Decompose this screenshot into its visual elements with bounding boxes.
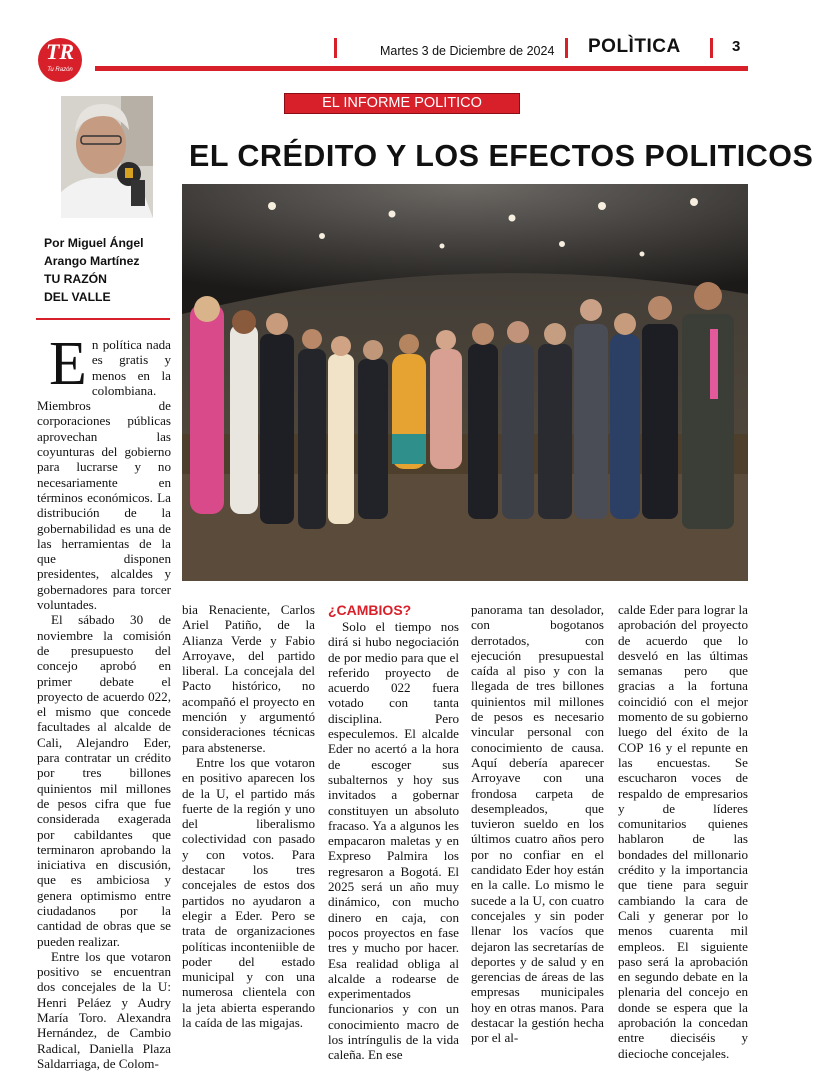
issue-date: Martes 3 de Diciembre de 2024	[380, 44, 555, 58]
paragraph: n política nada es gratis y menos en la colombiana. Miembros de corporaciones públicas aprovechan las coyunturas del gobierno para lucrarse y no necesariamente en términos económicos. La distribución de la gobernabilidad es una de las herramientas de la que disponen presidentes, alcaldes y gobernadores para torcer voluntades.	[37, 337, 171, 613]
paragraph: Entre los que votaron positivo se encuentran dos concejales de la U: Henri Peláez y Audry María Toro. Alexandra Hernández, de Cambio Radical, Daniella Plaza Saldarriaga, de Colom-	[37, 948, 171, 1071]
column-kicker: EL INFORME POLITICO	[284, 93, 520, 114]
logo-brand-name: Tu Razón	[47, 67, 73, 73]
section-name: POLÌTICA	[588, 36, 681, 57]
author-photo	[61, 96, 153, 218]
paragraph: El sábado 30 de noviembre la comisión de presupuesto del concejo aprobó en primer debate el proyecto de acuerdo 022, el mismo que concede facultades al alcalde de Cali, Alejandro Eder, para contratar un crédito por tres billones quinientos mil millones de pesos cifra que fue considerada exagerada por cabildantes que terminaron aprobando la iniciativa en discusión, que es ambiciosa y genera optimismo entre ciudadanos por la cantidad de obras que se pueden realizar.	[37, 612, 171, 949]
author-line: Arango Martínez	[44, 254, 140, 268]
article-headline: EL CRÉDITO Y LOS EFECTOS POLITICOS	[189, 139, 813, 173]
author-divider	[36, 318, 170, 320]
author-line: DEL VALLE	[44, 290, 111, 304]
header-divider	[334, 38, 337, 58]
article-column-4	[471, 602, 604, 1046]
article-column-5	[618, 602, 748, 1061]
paragraph: bia Renaciente, Carlos Ariel Patiño, de la Alianza Verde y Fabio Arroyave, del partido liberal. La concejala del Pacto histórico, no acompañó el proyecto en mención y argumentó consideraciones técnicas para abstenerse.	[182, 602, 315, 755]
section-subhead: ¿CAMBIOS?	[328, 602, 412, 618]
article-column-1	[37, 330, 171, 1071]
header-rule	[95, 66, 748, 71]
article-column-3	[328, 602, 459, 1063]
article-column-2	[182, 602, 315, 1030]
header-divider	[565, 38, 568, 58]
newspaper-logo	[38, 38, 82, 82]
header-divider	[710, 38, 713, 58]
author-line: TU RAZÓN	[44, 272, 107, 286]
paragraph: calde Eder para lograr la aprobación del proyecto de acuerdo que lo desveló en las últimas semanas pero que gracias a la fortuna coincidió con el mejor momento de su gobierno luego del éxito de la COP 16 y el repunte en las encuestas. Se escucharon voces de respaldo de empresarios y de líderes comunitarios quienes hablaron de las bondades del millonario crédito y la importancia que tiene para seguir cambiando la cara de Cali y generar por lo menos cuarenta mil empleos. El siguiente paso será la aprobación en segundo debate en la plenaria del concejo en donde se espera que la aprobación la concedan entre dieciséis y diecioche concejales.	[618, 602, 748, 1061]
drop-cap: E	[49, 330, 87, 398]
author-line: Por Miguel Ángel	[44, 236, 144, 250]
logo-monogram: TR	[45, 39, 75, 64]
paragraph: Solo el tiempo nos dirá si hubo negociación de por medio para que el referido proyecto de acuerdo 022 fuera votado con tanta disciplina. Pero especulemos. El alcalde Eder no acertó a la hora de escoger sus subalternos y hoy sus invitados a gobernar constituyen un absoluto fracaso. Ya a algunos les empacaron maletas y en Expreso Palmira los regresaron a Bogotá. El 2025 será un año muy dinámico, con mucho dinero en caja, con pocos proyectos en fase tres y mucho por hacer. Esa realidad obliga al alcalde a rodearse de experimentados funcionarios y con un conocimiento macro de los intríngulis de la vida caleña. En ese	[328, 619, 459, 1063]
paragraph: panorama tan desolador, con bogotanos derrotados, con ejecución presupuestal caída al piso y con la llegada de tres billones quinientos mil millones de pesos es necesario vincular personal con conocimiento de causa. Aquí debería aparecer Arroyave con una frondosa carpeta de desempleados, que tuvieron sueldo en los últimos cuatro años pero por no confiar en el candidato Eder hoy están en la calle. Lo mismo le sucede a la U, con cuatro concejales y sin poder llenar los vacíos que dejaron las secretarías de deportes y de salud y en gerencias de áreas de las empresas municipales hoy en otras manos. Para destacar la gestión hecha por el al-	[471, 602, 604, 1046]
paragraph: Entre los que votaron en positivo aparecen los de la U, el partido más fuerte de la región y uno del liberalismo colectividad con pasado y con votos. Para destacar los tres concejales de estos dos partidos no ayudaron a elegir a Eder. Pero se trata de organizaciones políticas inconteniible de poder del estado municipal y con una numerosa clientela con la jeta abierta esperando la caída de las migajas.	[182, 754, 315, 1031]
page-number: 3	[732, 38, 741, 55]
author-byline	[44, 234, 184, 306]
article-photo	[182, 184, 748, 581]
